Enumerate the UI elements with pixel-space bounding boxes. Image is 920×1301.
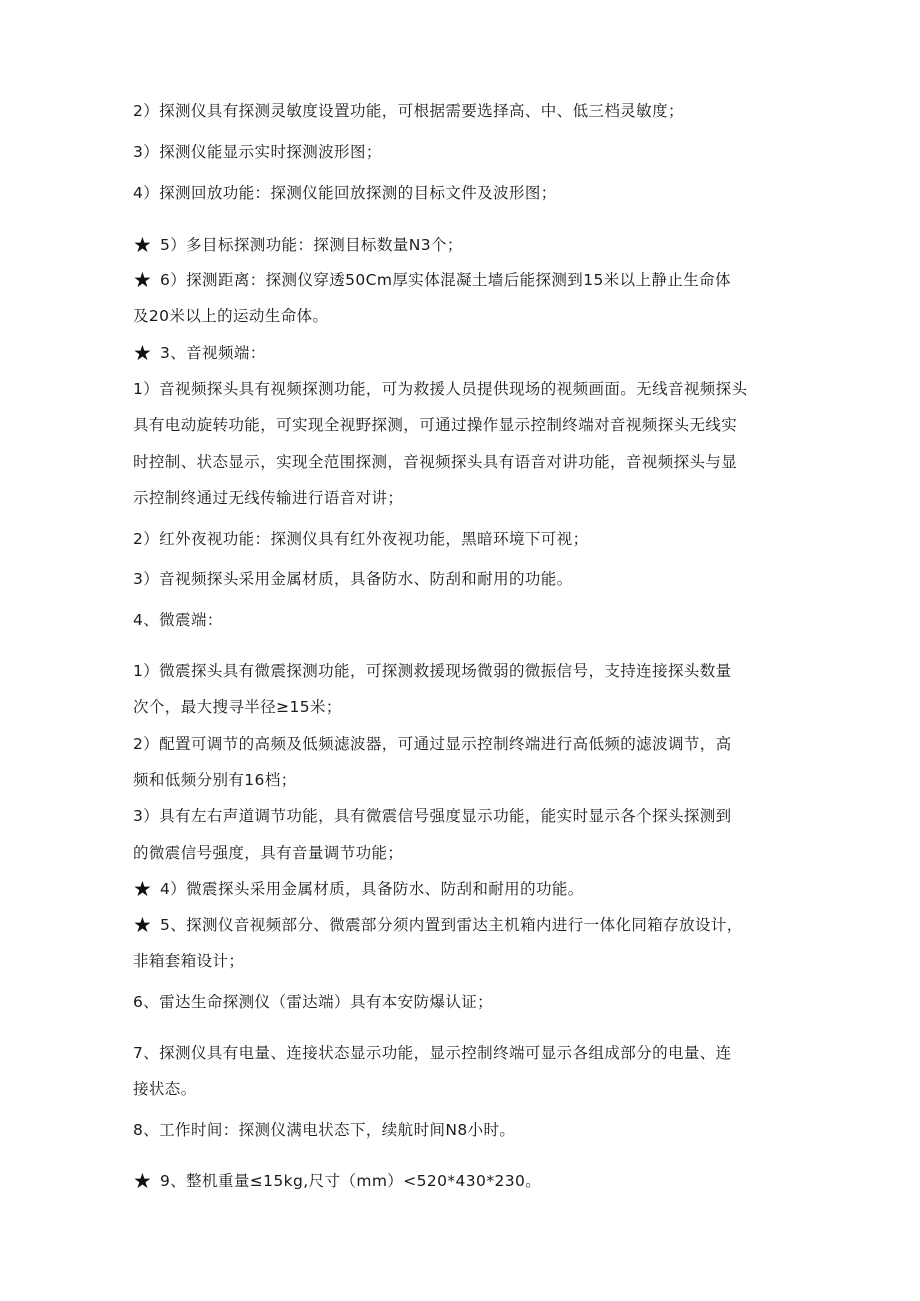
star-icon: ★ (133, 1169, 152, 1193)
text-line: 1）音视频探头具有视频探测功能，可为救援人员提供现场的视频画面。无线音视频探头 (133, 380, 748, 398)
star-icon: ★ (133, 913, 152, 937)
text-line: 具有电动旋转功能，可实现全视野探测，可通过操作显示控制终端对音视频探头无线实 (133, 416, 738, 434)
text-line: 5）多目标探测功能：探测目标数量N3个； (160, 236, 463, 254)
text-line: 3）具有左右声道调节功能，具有微震信号强度显示功能，能实时显示各个探头探测到 (133, 807, 732, 825)
text-line: 3）音视频探头采用金属材质，具备防水、防刮和耐用的功能。 (133, 570, 573, 588)
text-line: 4、微震端： (133, 611, 223, 629)
text-line: 的微震信号强度，具有音量调节功能； (133, 844, 404, 862)
text-line: 9、整机重量≤15kg,尺寸（mm）<520*430*230。 (160, 1172, 542, 1190)
star-icon: ★ (133, 877, 152, 901)
text-line: 6）探测距离：探测仪穿透50Cm厚实体混凝土墙后能探测到15米以上静止生命体 (160, 271, 731, 289)
text-line: 4）微震探头采用金属材质，具备防水、防刮和耐用的功能。 (160, 880, 584, 898)
text-line: 5、探测仪音视频部分、微震部分须内置到雷达主机箱内进行一体化同箱存放设计， (160, 916, 743, 934)
text-line: 频和低频分别有16档； (133, 771, 297, 789)
text-line: 示控制终通过无线传输进行语音对讲； (133, 489, 404, 507)
star-icon: ★ (133, 268, 152, 292)
text-line: 2）配置可调节的高频及低频滤波器，可通过显示控制终端进行高低频的滤波调节，高 (133, 735, 732, 753)
text-line: 2）红外夜视功能：探测仪具有红外夜视功能，黑暗环境下可视； (133, 530, 589, 548)
star-icon: ★ (133, 233, 152, 257)
text-line: 2）探测仪具有探测灵敏度设置功能，可根据需要选择高、中、低三档灵敏度； (133, 102, 684, 120)
star-icon: ★ (133, 341, 152, 365)
text-line: 3、音视频端： (160, 344, 266, 362)
text-line: 1）微震探头具有微震探测功能，可探测救援现场微弱的微振信号，支持连接探头数量 (133, 662, 732, 680)
text-line: 时控制、状态显示，实现全范围探测，音视频探头具有语音对讲功能，音视频探头与显 (133, 453, 738, 471)
text-line: 及20米以上的运动生命体。 (133, 307, 329, 325)
text-line: 4）探测回放功能：探测仪能回放探测的目标文件及波形图； (133, 184, 557, 202)
text-line: 8、工作时间：探测仪满电状态下，续航时间N8小时。 (133, 1121, 516, 1139)
text-line: 接状态。 (133, 1080, 197, 1098)
text-line: 3）探测仪能显示实时探测波形图； (133, 143, 382, 161)
text-line: 7、探测仪具有电量、连接状态显示功能，显示控制终端可显示各组成部分的电量、连 (133, 1044, 732, 1062)
text-line: 6、雷达生命探测仪（雷达端）具有本安防爆认证； (133, 993, 494, 1011)
text-line: 次个，最大搜寻半径≥15米； (133, 698, 342, 716)
text-line: 非箱套箱设计； (133, 952, 245, 970)
